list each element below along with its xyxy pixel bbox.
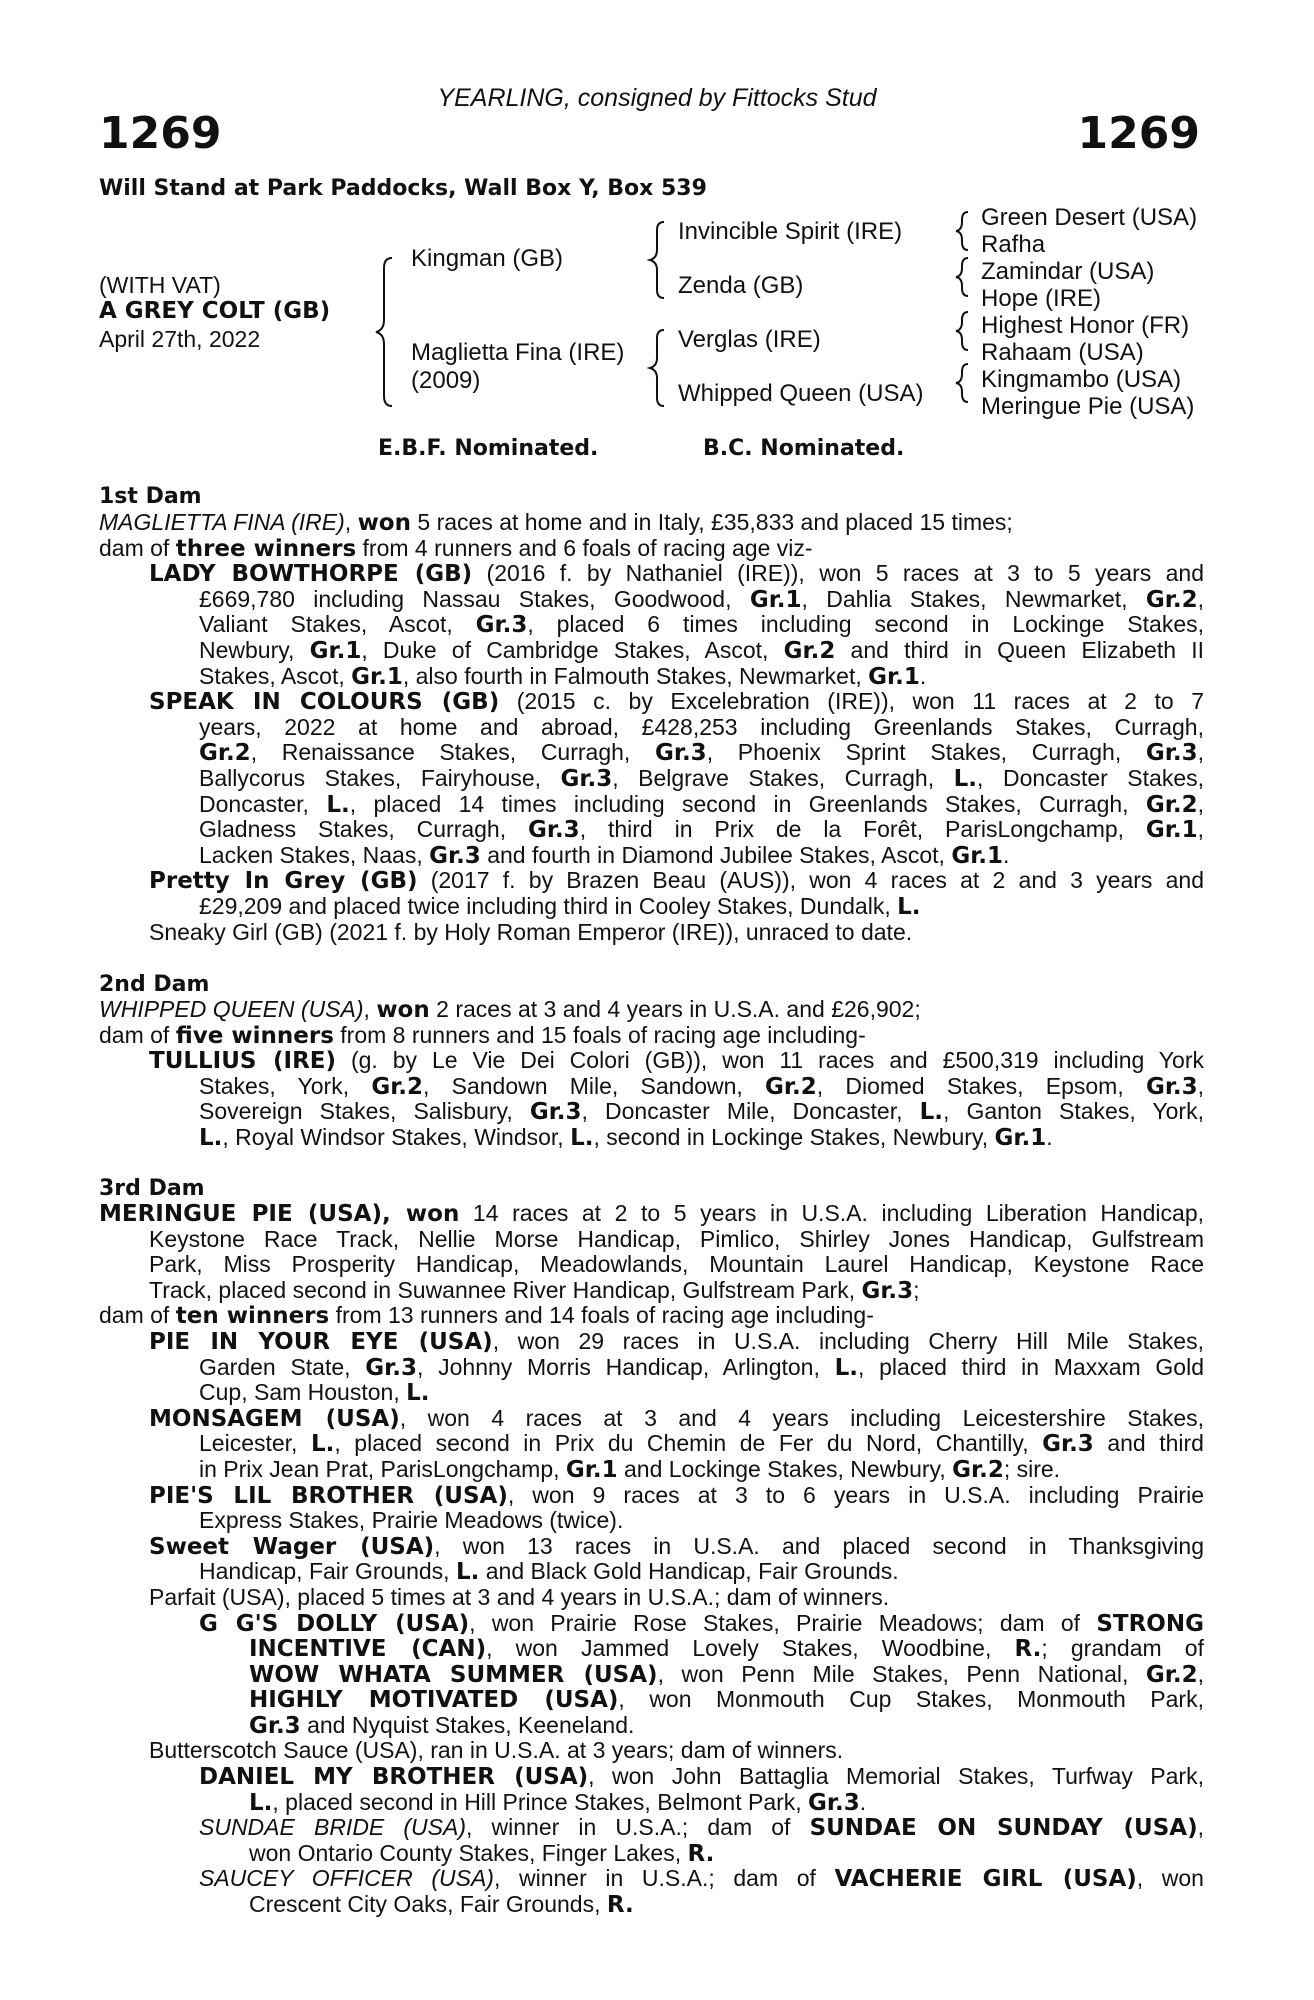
dam3-line bbox=[99, 1534, 1204, 1560]
bold-text: INCENTIVE (CAN) bbox=[249, 1636, 487, 1663]
dam1-line bbox=[99, 561, 1204, 587]
third-dam-section bbox=[99, 1201, 1204, 1918]
text-run: Leicester, bbox=[199, 1430, 311, 1457]
dam3-line bbox=[99, 1483, 1204, 1509]
dam1-line bbox=[99, 868, 1204, 894]
text-run: Keystone Race Track, Nellie Morse Handicap, Pimlico, Shirley Jones Handicap, Gulfstream bbox=[149, 1225, 1204, 1252]
text-run: , bbox=[1197, 739, 1204, 766]
bold-text: ten winners bbox=[175, 1303, 330, 1330]
text-run: , placed second in Prix du Chemin de Fer du Nord, Chantilly, bbox=[334, 1430, 1043, 1457]
bold-text: , bbox=[381, 1201, 406, 1227]
text-run: dam of bbox=[99, 1302, 176, 1329]
bold-text: L. bbox=[406, 1380, 430, 1407]
text-run: (g. by Le Vie Dei Colori (GB)), won 11 races and £500,319 including York bbox=[336, 1047, 1204, 1074]
bold-text: SUNDAE ON SUNDAY (USA) bbox=[809, 1815, 1198, 1842]
text-run: Stakes, York, bbox=[199, 1072, 372, 1099]
bold-text: L. bbox=[570, 1124, 594, 1151]
dam3-line bbox=[99, 1636, 1204, 1662]
first-dam-lines bbox=[99, 510, 1204, 945]
text-run: , bbox=[1197, 585, 1204, 612]
dam1-line bbox=[99, 792, 1204, 818]
bold-text: Gr.2 bbox=[765, 1073, 817, 1100]
bold-text: L. bbox=[953, 765, 978, 792]
text-run: Valiant Stakes, Ascot, bbox=[199, 611, 476, 638]
text-run: , placed third in Maxxam Gold bbox=[858, 1353, 1204, 1380]
bold-text: Gr.2 bbox=[1145, 586, 1198, 613]
dam1-line bbox=[99, 612, 1204, 638]
dam3-line bbox=[99, 1355, 1204, 1381]
pedigree-gen4-6: Rahaam (USA) bbox=[981, 339, 1144, 366]
bold-text: won bbox=[376, 997, 430, 1023]
text-run: 14 races at 2 to 5 years in U.S.A. including Liberation Handicap, bbox=[459, 1200, 1204, 1226]
bold-text: Gr.1 bbox=[309, 637, 362, 664]
bold-text: L. bbox=[199, 1124, 223, 1151]
text-run: , Dahlia Stakes, Newmarket, bbox=[801, 585, 1146, 612]
dam3-line bbox=[99, 1866, 1204, 1892]
text-run: . bbox=[919, 662, 927, 689]
bold-text: L. bbox=[455, 1559, 480, 1586]
pedigree-dam-sire: Verglas (IRE) bbox=[678, 326, 821, 353]
text-run: , Doncaster Stakes, bbox=[977, 764, 1205, 791]
bold-text: Gr.2 bbox=[783, 637, 836, 664]
bold-text: Gr.1 bbox=[1145, 817, 1198, 844]
text-run: ; sire. bbox=[1003, 1455, 1061, 1482]
bold-text: Gr.1 bbox=[994, 1124, 1047, 1151]
pedigree-sire: Kingman (GB) bbox=[411, 245, 564, 272]
text-run: , also fourth in Falmouth Stakes, Newmarket, bbox=[402, 662, 869, 689]
dam3-line bbox=[99, 1431, 1204, 1457]
italic-text: MAGLIETTA FINA (IRE) bbox=[99, 509, 345, 535]
text-run: , won 9 races at 3 to 6 years in U.S.A. including Prairie bbox=[507, 1481, 1204, 1508]
bold-text: LADY BOWTHORPE (GB) bbox=[149, 561, 473, 588]
bold-text: L. bbox=[326, 791, 350, 818]
dam3-line bbox=[99, 1227, 1204, 1253]
dam3-line bbox=[99, 1738, 1204, 1764]
pedigree-gen4-5: Highest Honor (FR) bbox=[981, 312, 1190, 339]
dam1-line bbox=[99, 920, 1204, 946]
dam1-line bbox=[99, 664, 1204, 690]
bold-text: Gr.3 bbox=[249, 1712, 301, 1739]
dam2-line bbox=[99, 1074, 1204, 1100]
pedigree-dam-dam: Whipped Queen (USA) bbox=[678, 380, 924, 407]
text-run: Garden State, bbox=[199, 1353, 366, 1380]
dam3-line bbox=[99, 1662, 1204, 1688]
bold-text: Gr.1 bbox=[868, 663, 920, 690]
horse-name: A GREY COLT (GB) bbox=[99, 298, 331, 324]
dam3-line bbox=[99, 1764, 1204, 1790]
text-run: and Black Gold Handicap, Fair Grounds. bbox=[479, 1558, 899, 1585]
bold-text: Gr.1 bbox=[351, 663, 403, 690]
horse-foaled-date: April 27th, 2022 bbox=[99, 326, 261, 352]
text-run: ; grandam of bbox=[1041, 1635, 1204, 1662]
text-run: , Duke of Cambridge Stakes, Ascot, bbox=[361, 636, 784, 663]
bold-text: Gr.3 bbox=[365, 1354, 417, 1381]
text-run: , placed 14 times including second in Greenlands Stakes, Curragh, bbox=[349, 790, 1146, 817]
bold-text: L. bbox=[897, 893, 921, 920]
text-run: ; bbox=[913, 1276, 920, 1303]
first-dam-heading: 1st Dam bbox=[99, 484, 202, 509]
text-run: , Diomed Stakes, Epsom, bbox=[816, 1072, 1146, 1099]
dam3-line bbox=[99, 1457, 1204, 1483]
bold-text: MONSAGEM (USA) bbox=[149, 1405, 400, 1432]
dam3-line bbox=[99, 1201, 1204, 1227]
bold-text: VACHERIE GIRL (USA) bbox=[834, 1866, 1137, 1893]
bold-text: PIE'S LIL BROTHER (USA) bbox=[149, 1482, 508, 1509]
text-run: (2015 c. by Excelebration (IRE)), won 11 races at 2 to 7 bbox=[499, 688, 1204, 715]
text-run: , won 29 races in U.S.A. including Cherry Hill Mile Stakes, bbox=[492, 1327, 1204, 1354]
bc-nomination: B.C. Nominated. bbox=[703, 436, 905, 461]
dam3-line bbox=[99, 1790, 1204, 1816]
dam1-line bbox=[99, 587, 1204, 613]
text-run: , winner in U.S.A.; dam of bbox=[466, 1814, 810, 1841]
dam3-line bbox=[99, 1559, 1204, 1585]
third-dam-lines bbox=[99, 1201, 1204, 1918]
bold-text: Gr.3 bbox=[1042, 1431, 1094, 1458]
dam2-line bbox=[99, 1023, 1204, 1049]
dam3-line bbox=[99, 1687, 1204, 1713]
text-run: . bbox=[859, 1788, 867, 1815]
text-run: , third in Prix de la Forêt, ParisLongchamp, bbox=[579, 816, 1146, 843]
page-subtitle: YEARLING, consigned by Fittocks Stud bbox=[437, 84, 877, 112]
bold-text: G G'S DOLLY (USA) bbox=[199, 1610, 470, 1637]
bold-text: R. bbox=[1014, 1636, 1042, 1663]
text-run: , second in Lockinge Stakes, Newbury, bbox=[593, 1123, 995, 1150]
dam1-line bbox=[99, 766, 1204, 792]
text-run: , won 13 races in U.S.A. and placed second in Thanksgiving bbox=[434, 1532, 1204, 1559]
bold-text: won bbox=[405, 1201, 460, 1227]
bold-text: L. bbox=[834, 1354, 858, 1381]
pedigree-gen4-1: Green Desert (USA) bbox=[981, 204, 1198, 231]
text-run: Lacken Stakes, Naas, bbox=[199, 841, 430, 868]
text-run: Doncaster, bbox=[199, 790, 327, 817]
bold-text: three winners bbox=[175, 535, 357, 562]
dam1-line bbox=[99, 715, 1204, 741]
text-run: , won Jammed Lovely Stakes, Woodbine, bbox=[486, 1635, 1015, 1662]
text-run: Crescent City Oaks, Fair Grounds, bbox=[249, 1891, 607, 1918]
pedigree-gen4-3: Zamindar (USA) bbox=[981, 258, 1155, 285]
text-run: Park, Miss Prosperity Handicap, Meadowlands, Mountain Laurel Handicap, Keystone Race bbox=[149, 1251, 1204, 1278]
dam1-line bbox=[99, 638, 1204, 664]
bold-text: R. bbox=[687, 1840, 715, 1867]
pedigree-sire-sire: Invincible Spirit (IRE) bbox=[678, 218, 903, 245]
text-run: , Belgrave Stakes, Curragh, bbox=[612, 764, 954, 791]
bold-text: Gr.1 bbox=[951, 842, 1003, 869]
lot-number-right: 1269 bbox=[1077, 108, 1200, 159]
pedigree-sire-dam: Zenda (GB) bbox=[678, 272, 804, 299]
text-run: , bbox=[1197, 1660, 1204, 1687]
text-run: years, 2022 at home and abroad, £428,253 including Greenlands Stakes, Curragh, bbox=[199, 713, 1204, 740]
text-run: , won Penn Mile Stakes, Penn National, bbox=[657, 1660, 1146, 1687]
dam1-line bbox=[99, 536, 1204, 562]
stable-location: Will Stand at Park Paddocks, Wall Box Y, Box 539 bbox=[99, 176, 707, 201]
text-run: , placed 6 times including second in Lockinge Stakes, bbox=[527, 611, 1204, 638]
text-run: and fourth in Diamond Jubilee Stakes, Ascot, bbox=[480, 841, 952, 868]
text-run: , won John Battaglia Memorial Stakes, Turfway Park, bbox=[588, 1763, 1204, 1790]
dam2-line bbox=[99, 1099, 1204, 1125]
dam3-line bbox=[99, 1713, 1204, 1739]
dam1-line bbox=[99, 817, 1204, 843]
dam3-line bbox=[99, 1815, 1204, 1841]
text-run: won Ontario County Stakes, Finger Lakes, bbox=[249, 1839, 688, 1866]
first-dam-section bbox=[99, 510, 1204, 945]
text-run: 5 races at home and in Italy, £35,833 and placed 15 times; bbox=[411, 509, 1013, 535]
text-run: , bbox=[1197, 1072, 1205, 1099]
text-run: , Ganton Stakes, York, bbox=[943, 1098, 1204, 1125]
bold-text: L. bbox=[249, 1789, 273, 1816]
bold-text: HIGHLY MOTIVATED (USA) bbox=[249, 1687, 619, 1714]
text-run: , bbox=[1197, 1814, 1204, 1841]
bold-text: DANIEL MY BROTHER (USA) bbox=[199, 1764, 589, 1791]
dam3-line bbox=[99, 1508, 1204, 1534]
bold-text: Gr.2 bbox=[199, 740, 251, 767]
text-run: , Phoenix Sprint Stakes, Curragh, bbox=[706, 739, 1146, 766]
text-run: , placed second in Hill Prince Stakes, Belmont Park, bbox=[272, 1788, 809, 1815]
bold-text: Gr.3 bbox=[429, 842, 481, 869]
text-run: Butterscotch Sauce (USA), ran in U.S.A. at 3 years; dam of winners. bbox=[149, 1737, 844, 1764]
text-run: , Johnny Morris Handicap, Arlington, bbox=[416, 1353, 835, 1380]
text-run: £29,209 and placed twice including third in Cooley Stakes, Dundalk, bbox=[199, 892, 898, 919]
text-run: Sovereign Stakes, Salisbury, bbox=[199, 1098, 530, 1125]
bold-text: Gr.3 bbox=[529, 1099, 582, 1126]
dam3-line bbox=[99, 1278, 1204, 1304]
bold-text: STRONG bbox=[1096, 1610, 1204, 1637]
text-run: , bbox=[1197, 790, 1204, 817]
dam3-line bbox=[99, 1303, 1204, 1329]
dam2-line bbox=[99, 1048, 1204, 1074]
vat-note: (WITH VAT) bbox=[99, 272, 221, 298]
bold-text: five winners bbox=[175, 1022, 334, 1049]
bold-text: Gr.2 bbox=[1145, 791, 1198, 818]
text-run: and Nyquist Stakes, Keeneland. bbox=[300, 1711, 635, 1738]
text-run: Gladness Stakes, Curragh, bbox=[199, 816, 528, 843]
bold-text: Gr.3 bbox=[808, 1789, 860, 1816]
bold-text: L. bbox=[919, 1099, 944, 1126]
bold-text: Gr.2 bbox=[371, 1073, 423, 1100]
text-run: , Royal Windsor Stakes, Windsor, bbox=[222, 1123, 571, 1150]
dam2-line bbox=[99, 997, 1204, 1023]
pedigree-gen4-8: Meringue Pie (USA) bbox=[981, 393, 1195, 420]
italic-text: SUNDAE BRIDE (USA) bbox=[199, 1814, 466, 1841]
dam2-line bbox=[99, 1125, 1204, 1151]
pedigree-gen4-2: Rafha bbox=[981, 231, 1046, 258]
text-run: , won bbox=[1136, 1865, 1204, 1892]
italic-text: SAUCEY OFFICER (USA) bbox=[199, 1865, 494, 1892]
text-run: , Renaissance Stakes, Curragh, bbox=[250, 739, 655, 766]
text-run: (2017 f. by Brazen Beau (AUS)), won 4 races at 2 and 3 years and bbox=[417, 867, 1205, 894]
text-run: from 4 runners and 6 foals of racing age viz- bbox=[356, 534, 813, 561]
dam3-line bbox=[99, 1380, 1204, 1406]
text-run: and third in Queen Elizabeth II bbox=[835, 636, 1205, 663]
text-run: dam of bbox=[99, 1021, 176, 1048]
bold-text: MERINGUE PIE (USA) bbox=[99, 1201, 382, 1227]
text-run: Stakes, Ascot, bbox=[199, 662, 352, 689]
second-dam-heading: 2nd Dam bbox=[99, 972, 210, 997]
dam1-line bbox=[99, 894, 1204, 920]
bold-text: Pretty In Grey (GB) bbox=[149, 868, 418, 895]
bold-text: SPEAK IN COLOURS (GB) bbox=[149, 689, 500, 716]
text-run: 2 races at 3 and 4 years in U.S.A. and £26,902; bbox=[429, 996, 921, 1022]
text-run: from 8 runners and 15 foals of racing age including- bbox=[333, 1021, 866, 1048]
italic-text: WHIPPED QUEEN (USA) bbox=[99, 996, 364, 1022]
second-dam-section bbox=[99, 997, 1204, 1151]
text-run: Track, placed second in Suwannee River Handicap, Gulfstream Park, bbox=[149, 1276, 862, 1303]
text-run: dam of bbox=[99, 534, 176, 561]
dam1-line bbox=[99, 843, 1204, 869]
text-run: , Sandown Mile, Sandown, bbox=[423, 1072, 766, 1099]
text-run: Express Stakes, Prairie Meadows (twice). bbox=[199, 1507, 624, 1534]
text-run: from 13 runners and 14 foals of racing age including- bbox=[329, 1302, 874, 1329]
dam1-line bbox=[99, 510, 1204, 536]
text-run: . bbox=[1003, 841, 1010, 868]
bold-text: Gr.1 bbox=[565, 1456, 618, 1483]
bold-text: Gr.1 bbox=[749, 586, 802, 613]
pedigree-dam: Maglietta Fina (IRE) bbox=[411, 339, 625, 366]
dam1-line bbox=[99, 740, 1204, 766]
pedigree-gen4-7: Kingmambo (USA) bbox=[981, 366, 1182, 393]
bold-text: Gr.3 bbox=[475, 612, 528, 639]
bold-text: Gr.2 bbox=[952, 1456, 1004, 1483]
text-run: , winner in U.S.A.; dam of bbox=[493, 1865, 835, 1892]
text-run: Cup, Sam Houston, bbox=[199, 1379, 407, 1406]
text-run: , bbox=[344, 509, 358, 535]
third-dam-heading: 3rd Dam bbox=[99, 1176, 205, 1201]
text-run: and third bbox=[1093, 1430, 1204, 1457]
pedigree-dam-year: (2009) bbox=[411, 367, 481, 394]
text-run: Parfait (USA), placed 5 times at 3 and 4 years in U.S.A.; dam of winners. bbox=[149, 1583, 890, 1610]
text-run: (2016 f. by Nathaniel (IRE)), won 5 races at 3 to 5 years and bbox=[472, 560, 1204, 587]
bold-text: Gr.3 bbox=[655, 740, 707, 767]
dam3-line bbox=[99, 1892, 1204, 1918]
text-run: Ballycorus Stakes, Fairyhouse, bbox=[199, 764, 561, 791]
bold-text: Gr.3 bbox=[528, 817, 580, 844]
bold-text: Gr.3 bbox=[1145, 740, 1198, 767]
text-run: , Doncaster Mile, Doncaster, bbox=[581, 1098, 920, 1125]
text-run: in Prix Jean Prat, ParisLongchamp, bbox=[199, 1455, 566, 1482]
dam3-line bbox=[99, 1611, 1204, 1637]
bold-text: won bbox=[357, 510, 411, 536]
dam3-line bbox=[99, 1406, 1204, 1432]
bold-text: Gr.3 bbox=[861, 1277, 914, 1304]
text-run: , bbox=[363, 996, 377, 1022]
bold-text: L. bbox=[310, 1431, 335, 1458]
dam3-line bbox=[99, 1585, 1204, 1611]
bold-text: WOW WHATA SUMMER (USA) bbox=[249, 1661, 658, 1688]
bold-text: PIE IN YOUR EYE (USA) bbox=[149, 1328, 493, 1355]
text-run: £669,780 including Nassau Stakes, Goodwood, bbox=[199, 585, 750, 612]
text-run: and Lockinge Stakes, Newbury, bbox=[617, 1455, 953, 1482]
text-run: , won Monmouth Cup Stakes, Monmouth Park, bbox=[618, 1686, 1204, 1713]
text-run: Handicap, Fair Grounds, bbox=[199, 1558, 456, 1585]
bold-text: Gr.3 bbox=[560, 765, 613, 792]
text-run: Sneaky Girl (GB) (2021 f. by Holy Roman Emperor (IRE)), unraced to date. bbox=[149, 918, 913, 945]
lot-number-left: 1269 bbox=[99, 108, 222, 159]
bold-text: R. bbox=[606, 1892, 634, 1919]
dam3-line bbox=[99, 1841, 1204, 1867]
text-run: , won 4 races at 3 and 4 years including Leicestershire Stakes, bbox=[399, 1404, 1204, 1431]
dam3-line bbox=[99, 1329, 1204, 1355]
bold-text: TULLIUS (IRE) bbox=[149, 1048, 337, 1075]
bold-text: Sweet Wager (USA) bbox=[149, 1533, 435, 1560]
bold-text: Gr.2 bbox=[1145, 1661, 1198, 1688]
second-dam-lines bbox=[99, 997, 1204, 1151]
bold-text: Gr.3 bbox=[1145, 1073, 1198, 1100]
text-run: Newbury, bbox=[199, 636, 310, 663]
text-run: . bbox=[1046, 1123, 1053, 1150]
ebf-nomination: E.B.F. Nominated. bbox=[378, 436, 599, 461]
text-run: , bbox=[1197, 816, 1204, 843]
dam3-line bbox=[99, 1252, 1204, 1278]
text-run: , won Prairie Rose Stakes, Prairie Meadows; dam of bbox=[469, 1609, 1097, 1636]
dam1-line bbox=[99, 689, 1204, 715]
pedigree-gen4-4: Hope (IRE) bbox=[981, 285, 1102, 312]
